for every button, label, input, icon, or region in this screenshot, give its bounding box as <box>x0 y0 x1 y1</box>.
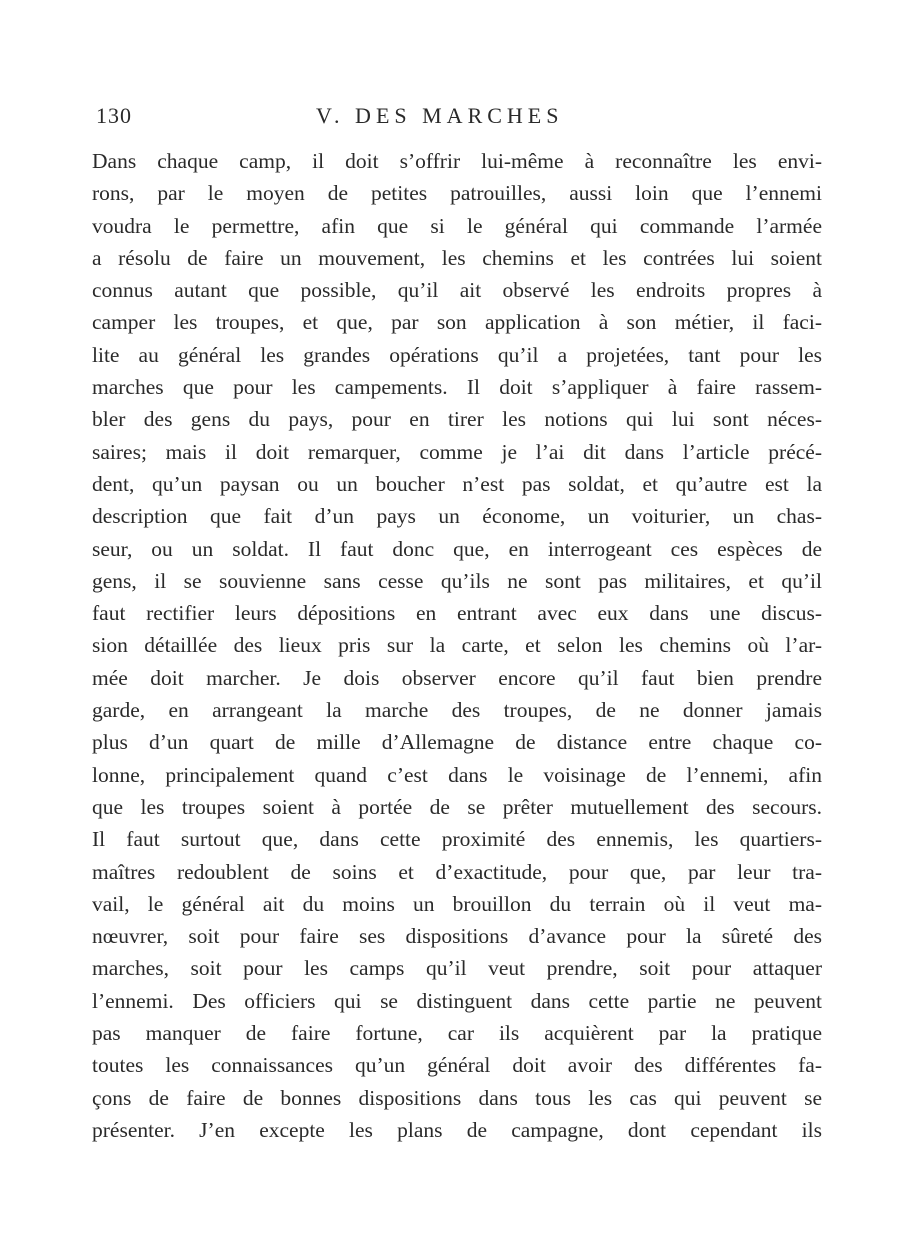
text-line: description que fait d’un pays un économe, un voiturier, un chas- <box>92 504 822 529</box>
text-line: mée doit marcher. Je dois observer encore qu’il faut bien prendre <box>92 665 822 690</box>
text-line: çons de faire de bonnes dispositions dans tous les cas qui peuvent se <box>92 1085 822 1110</box>
running-head <box>96 103 816 133</box>
chapter-title: V. DES MARCHES <box>316 103 564 128</box>
text-line: faut rectifier leurs dépositions en entrant avec eux dans une discus- <box>92 601 822 626</box>
body-text <box>92 145 822 1146</box>
text-line: marches que pour les campements. Il doit s’appliquer à faire rassem- <box>92 375 822 400</box>
text-line: maîtres redoublent de soins et d’exactitude, pour que, par leur tra- <box>92 859 822 884</box>
text-line: plus d’un quart de mille d’Allemagne de distance entre chaque co- <box>92 730 822 755</box>
text-line: seur, ou un soldat. Il faut donc que, en interrogeant ces espèces de <box>92 536 822 561</box>
text-line: garde, en arrangeant la marche des troupes, de ne donner jamais <box>92 698 822 723</box>
text-line: lonne, principalement quand c’est dans le voisinage de l’ennemi, afin <box>92 762 822 787</box>
text-line: sion détaillée des lieux pris sur la carte, et selon les chemins où l’ar- <box>92 633 822 658</box>
text-line: pas manquer de faire fortune, car ils acquièrent par la pratique <box>92 1021 822 1046</box>
text-line: connus autant que possible, qu’il ait observé les endroits propres à <box>92 278 822 303</box>
text-line: vail, le général ait du moins un brouillon du terrain où il veut ma- <box>92 891 822 916</box>
text-line: toutes les connaissances qu’un général doit avoir des différentes fa- <box>92 1053 822 1078</box>
text-line: dent, qu’un paysan ou un boucher n’est pas soldat, et qu’autre est la <box>92 471 822 496</box>
page-number: 130 <box>96 103 132 128</box>
text-line: camper les troupes, et que, par son application à son métier, il faci- <box>92 310 822 335</box>
text-line: gens, il se souvienne sans cesse qu’ils ne sont pas militaires, et qu’il <box>92 568 822 593</box>
text-line: saires; mais il doit remarquer, comme je l’ai dit dans l’article précé- <box>92 439 822 464</box>
text-line: a résolu de faire un mouvement, les chemins et les contrées lui soient <box>92 245 822 270</box>
text-line: marches, soit pour les camps qu’il veut prendre, soit pour attaquer <box>92 956 822 981</box>
text-line: bler des gens du pays, pour en tirer les notions qui lui sont néces- <box>92 407 822 432</box>
text-line: Dans chaque camp, il doit s’offrir lui-même à reconnaître les envi- <box>92 149 822 173</box>
text-line: que les troupes soient à portée de se prêter mutuellement des secours. <box>92 794 822 819</box>
text-line: présenter. J’en excepte les plans de campagne, dont cependant ils <box>92 1117 822 1142</box>
text-line: l’ennemi. Des officiers qui se distinguent dans cette partie ne peuvent <box>92 988 822 1013</box>
text-line: nœuvrer, soit pour faire ses dispositions d’avance pour la sûreté des <box>92 924 822 949</box>
text-line: Il faut surtout que, dans cette proximité des ennemis, les quartiers- <box>92 827 822 852</box>
text-line: lite au général les grandes opérations qu’il a projetées, tant pour les <box>92 342 822 367</box>
text-line: rons, par le moyen de petites patrouilles, aussi loin que l’ennemi <box>92 181 822 206</box>
text-line: voudra le permettre, afin que si le général qui commande l’armée <box>92 213 822 238</box>
